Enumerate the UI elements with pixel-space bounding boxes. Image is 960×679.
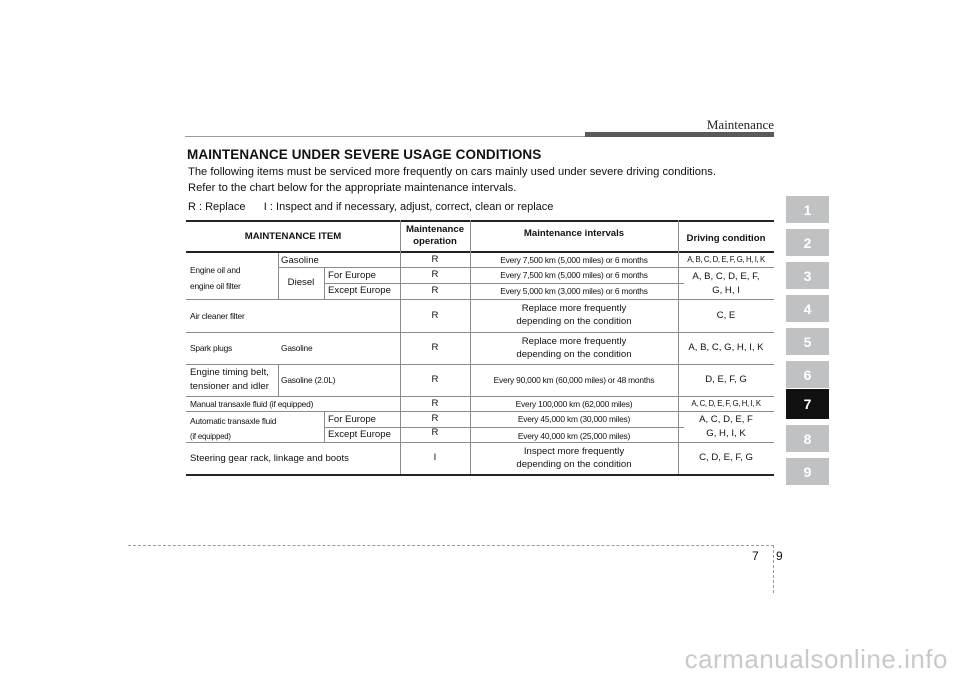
item-auto-transaxle-line1: Automatic transaxle fluid — [190, 416, 277, 426]
footer-vertical-rule — [773, 545, 774, 593]
op-value: R — [431, 254, 439, 265]
op-value: R — [431, 269, 439, 280]
item-timing-belt — [190, 366, 269, 394]
watermark: carmanualsonline.info — [684, 644, 948, 674]
chapter-tab-6[interactable]: 6 — [786, 361, 829, 388]
chapter-tab-3[interactable]: 3 — [786, 262, 829, 289]
page-number: 9 — [776, 549, 783, 563]
header-item: MAINTENANCE ITEM — [244, 230, 342, 242]
interval-line: Replace more frequently — [521, 303, 627, 314]
legend-text: R : Replace I : Inspect and if necessary, adjust, correct, clean or replace — [188, 201, 554, 213]
condition-line: G, H, I — [712, 285, 740, 296]
item-air-cleaner: Air cleaner filter — [190, 311, 245, 321]
interval-value — [470, 445, 678, 471]
chapter-tab-5[interactable]: 5 — [786, 328, 829, 355]
item-engine-oil-line2: engine oil filter — [190, 281, 241, 291]
item-engine-oil — [190, 262, 241, 294]
footer-rule — [128, 545, 774, 546]
header-rule-accent — [585, 132, 774, 137]
header-operation-line2: operation — [413, 236, 457, 247]
chapter-tab-9[interactable]: 9 — [786, 458, 829, 485]
item-auto-transaxle-line2: (if equipped) — [190, 432, 231, 441]
maintenance-table — [186, 220, 774, 476]
sub-for-europe: For Europe — [328, 270, 376, 281]
header-operation-line1: Maintenance — [405, 224, 465, 235]
item-spark-plugs: Spark plugs — [190, 343, 233, 353]
condition-line: A, B, C, D, E, F, — [692, 271, 760, 282]
condition-line: A, C, D, E, F — [699, 414, 753, 425]
chapter-tab-2[interactable]: 2 — [786, 229, 829, 256]
op-value: R — [431, 309, 439, 321]
chapter-tab-1[interactable]: 1 — [786, 196, 829, 223]
section-title: Maintenance — [706, 117, 774, 132]
interval-value: Every 40,000 km (25,000 miles) — [517, 430, 631, 441]
condition-value: C, E — [716, 309, 736, 321]
interval-line: Inspect more frequently — [523, 446, 625, 457]
interval-value: Every 45,000 km (30,000 miles) — [517, 414, 631, 424]
op-value: R — [431, 413, 439, 424]
interval-value: Every 5,000 km (3,000 miles) or 6 months — [500, 286, 648, 296]
col-divider — [324, 411, 325, 442]
page-chapter-number: 7 — [752, 549, 759, 563]
condition-line: G, H, I, K — [706, 428, 746, 439]
intro-text: Refer to the chart below for the appropriate maintenance intervals. — [188, 182, 517, 194]
condition-value — [678, 270, 774, 298]
interval-value: Every 7,500 km (5,000 miles) or 6 months — [500, 255, 648, 265]
interval-line: Replace more frequently — [521, 336, 627, 347]
sub-diesel: Diesel — [287, 277, 315, 288]
interval-value: Every 100,000 km (62,000 miles) — [515, 398, 633, 409]
sub-except-europe: Except Europe — [328, 285, 391, 296]
page-heading: MAINTENANCE UNDER SEVERE USAGE CONDITIONS — [187, 147, 542, 162]
header-intervals: Maintenance intervals — [523, 228, 625, 239]
col-divider — [324, 267, 325, 299]
interval-line: depending on the condition — [516, 349, 632, 360]
op-value: R — [431, 374, 439, 385]
col-divider — [278, 364, 279, 396]
header-condition: Driving condition — [686, 233, 766, 244]
condition-value: A, B, C, D, E, F, G, H, I, K — [687, 255, 765, 264]
op-value: R — [431, 397, 439, 409]
interval-value: Every 90,000 km (60,000 miles) or 48 months — [493, 375, 655, 385]
op-value: I — [433, 452, 437, 463]
intro-text: The following items must be serviced more frequently on cars mainly used under severe driving conditions. — [188, 166, 716, 178]
sub-for-europe: For Europe — [328, 414, 376, 425]
item-steering: Steering gear rack, linkage and boots — [190, 453, 349, 464]
condition-value: D, E, F, G — [705, 374, 747, 385]
header-rule — [185, 136, 585, 137]
op-value: R — [431, 426, 439, 438]
item-auto-transaxle — [190, 414, 276, 444]
item-timing-belt-line1: Engine timing belt, — [190, 367, 269, 378]
sub-gasoline: Gasoline — [281, 255, 319, 266]
item-timing-belt-line2: tensioner and idler — [190, 381, 269, 392]
sub-gasoline-2l: Gasoline (2.0L) — [281, 375, 336, 385]
condition-value: C, D, E, F, G — [699, 452, 753, 463]
chapter-tab-8[interactable]: 8 — [786, 425, 829, 452]
sub-gasoline: Gasoline — [281, 343, 313, 353]
interval-line: depending on the condition — [516, 459, 632, 470]
interval-value — [470, 302, 678, 328]
op-value: R — [431, 342, 439, 353]
interval-line: depending on the condition — [516, 316, 632, 327]
condition-value — [678, 413, 774, 441]
item-engine-oil-line1: Engine oil and — [190, 265, 241, 275]
chapter-tab-4[interactable]: 4 — [786, 295, 829, 322]
interval-value — [470, 335, 678, 361]
sub-except-europe: Except Europe — [328, 429, 391, 440]
interval-value: Every 7,500 km (5,000 miles) or 6 months — [500, 270, 648, 280]
condition-value: A, C, D, E, F, G, H, I, K — [691, 398, 761, 408]
item-manual-transaxle: Manual transaxle fluid (if equipped) — [190, 399, 314, 409]
op-value: R — [431, 285, 439, 296]
chapter-tab-7[interactable]: 7 — [786, 389, 829, 419]
condition-value: A, B, C, G, H, I, K — [688, 342, 764, 353]
header-operation — [400, 224, 470, 248]
